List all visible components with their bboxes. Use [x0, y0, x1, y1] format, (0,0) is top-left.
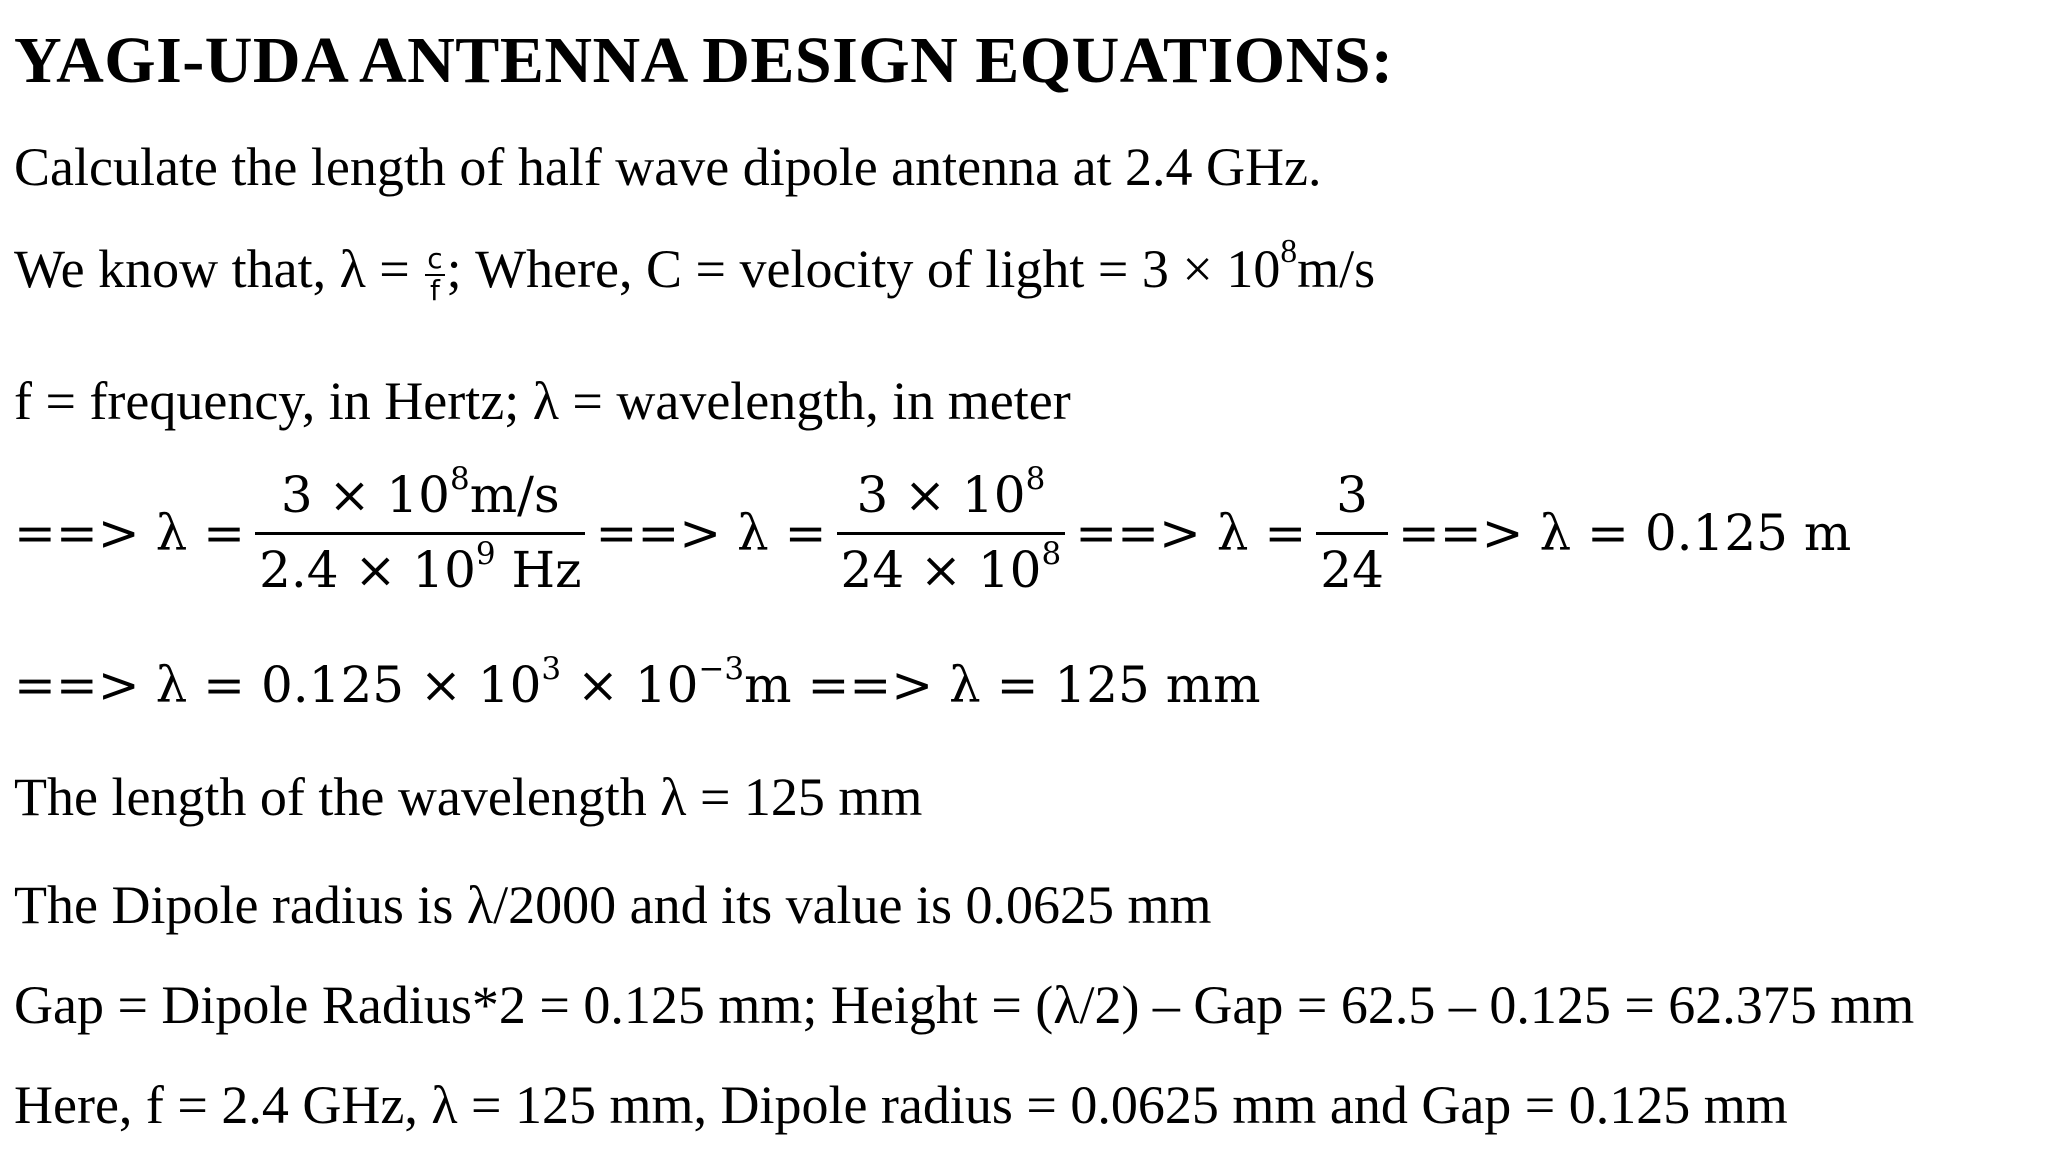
conversion-part-3: m ==> λ = 125 mm	[744, 656, 1261, 714]
formula-prefix: We know that, λ =	[14, 239, 424, 299]
fraction-step-3	[1316, 466, 1388, 599]
fraction-step-2-numerator	[837, 460, 1066, 535]
exponent-2: −3	[698, 650, 745, 687]
fraction-step-3-numerator: 3	[1316, 470, 1388, 535]
exponent: 8	[1280, 232, 1298, 270]
wavelength-summary: The length of the wavelength λ = 125 mm	[14, 767, 923, 827]
unit-conversion-line	[14, 650, 1261, 714]
den-unit: Hz	[495, 541, 582, 599]
formula-suffix: ; Where, C = velocity of light = 3 × 10	[446, 239, 1281, 299]
fraction-step-2-denominator	[837, 535, 1066, 599]
fraction-step-2	[837, 460, 1066, 599]
fraction-denominator: f	[429, 273, 440, 307]
c-over-f-fraction	[425, 241, 444, 307]
conversion-part-2: × 10	[561, 656, 699, 714]
den-exponent: 9	[475, 535, 496, 572]
velocity-unit: m/s	[1297, 239, 1376, 299]
fraction-numerator: c	[427, 241, 443, 275]
arrow-lambda-1: ==> λ =	[14, 503, 246, 562]
fraction-step-3-denominator: 24	[1320, 541, 1384, 599]
den-base: 24 × 10	[840, 541, 1042, 599]
num-exponent: 8	[450, 460, 470, 497]
arrow-lambda-2: ==> λ =	[595, 503, 827, 562]
num-exponent: 8	[1025, 460, 1046, 497]
parameter-summary-line: Here, f = 2.4 GHz, λ = 125 mm, Dipole radius = 0.0625 mm and Gap = 0.125 mm	[14, 1075, 1788, 1135]
fraction-step-1-denominator	[255, 535, 585, 599]
fraction-step-1	[255, 460, 585, 599]
num-base: 3 × 10	[856, 466, 1026, 524]
num-base: 3 × 10	[280, 466, 450, 524]
gap-height-line: Gap = Dipole Radius*2 = 0.125 mm; Height = (λ/2) – Gap = 62.5 – 0.125 = 62.375 mm	[14, 975, 1915, 1035]
wavelength-calculation-row	[14, 460, 1852, 599]
den-exponent: 8	[1041, 535, 1062, 572]
dipole-radius-line: The Dipole radius is λ/2000 and its value is 0.0625 mm	[14, 875, 1212, 935]
conversion-part-1: ==> λ = 0.125 × 10	[14, 656, 542, 714]
variable-definitions: f = frequency, in Hertz; λ = wavelength, in meter	[14, 371, 1071, 431]
fraction-step-1-numerator	[255, 460, 585, 535]
wavelength-formula-line	[14, 232, 1376, 307]
den-base: 2.4 × 10	[259, 541, 476, 599]
problem-statement: Calculate the length of half wave dipole antenna at 2.4 GHz.	[14, 137, 1322, 197]
exponent-1: 3	[541, 650, 562, 687]
wavelength-result-meters: ==> λ = 0.125 m	[1397, 503, 1852, 562]
arrow-lambda-3: ==> λ =	[1075, 503, 1307, 562]
num-unit: m/s	[469, 466, 560, 524]
page-title: YAGI-UDA ANTENNA DESIGN EQUATIONS:	[14, 24, 1394, 97]
